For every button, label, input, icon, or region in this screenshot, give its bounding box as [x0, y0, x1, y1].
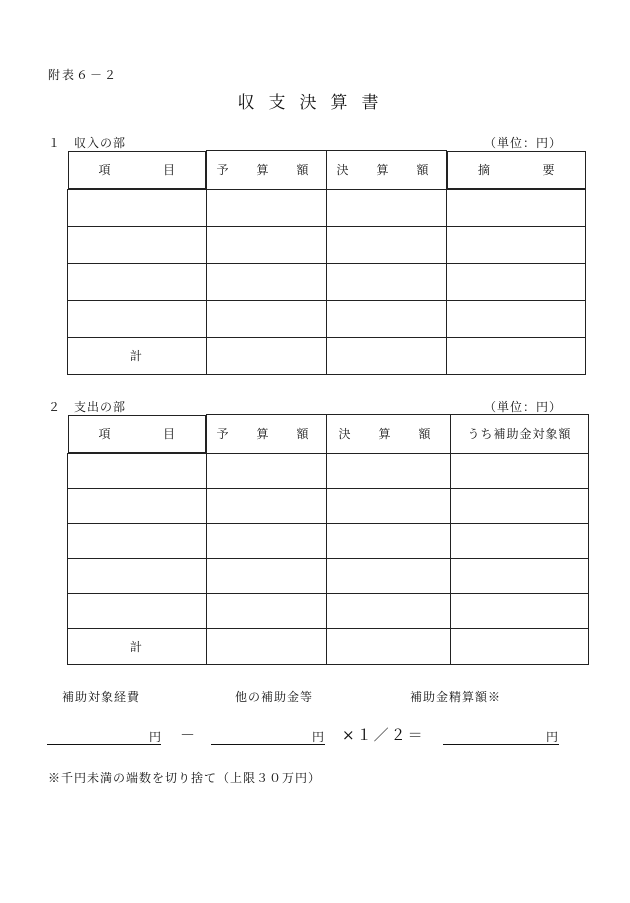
table-cell[interactable]	[207, 189, 327, 226]
table-row	[68, 453, 589, 488]
table-cell[interactable]	[207, 337, 327, 374]
table-row	[68, 189, 586, 226]
income-header-settled: 決 算 額	[327, 151, 447, 190]
expense-section-label: ２ 支出の部	[48, 400, 127, 414]
expense-header-subsidy-eligible: うち補助金対象額	[451, 415, 589, 454]
expense-header-settled: 決 算 額	[327, 415, 451, 454]
table-cell[interactable]	[207, 453, 327, 488]
expense-header-budget: 予 算 額	[207, 415, 327, 454]
yen-unit-2: 円	[312, 730, 325, 744]
table-cell[interactable]	[327, 628, 451, 664]
expense-total-row	[68, 628, 589, 664]
table-cell[interactable]	[447, 300, 586, 337]
table-row	[68, 593, 589, 628]
table-cell[interactable]	[68, 523, 207, 558]
table-cell[interactable]	[68, 488, 207, 523]
table-cell[interactable]	[68, 300, 207, 337]
table-row	[68, 523, 589, 558]
income-total-row	[68, 337, 586, 374]
table-cell[interactable]	[207, 628, 327, 664]
table-cell[interactable]	[451, 523, 589, 558]
settled-subsidy-field[interactable]	[443, 728, 559, 745]
expense-header-row	[68, 415, 589, 454]
page-title: 収支決算書	[237, 93, 393, 113]
table-row	[68, 488, 589, 523]
table-cell[interactable]	[447, 337, 586, 374]
multiplier-text: ×１／２＝	[342, 726, 425, 744]
table-row	[68, 226, 586, 263]
table-cell[interactable]	[207, 523, 327, 558]
table-cell[interactable]	[327, 300, 447, 337]
income-total-label: 計	[68, 337, 207, 374]
table-cell[interactable]	[327, 337, 447, 374]
yen-unit-3: 円	[546, 730, 559, 744]
expense-header-item: 項 目	[68, 415, 207, 453]
table-cell[interactable]	[327, 488, 451, 523]
income-header-item: 項 目	[68, 151, 207, 189]
income-header-budget: 予 算 額	[207, 151, 327, 190]
expense-unit-label: （単位：円）	[484, 400, 563, 414]
table-cell[interactable]	[207, 593, 327, 628]
table-cell[interactable]	[327, 189, 447, 226]
income-header-row	[68, 151, 586, 190]
minus-sign: －	[180, 726, 196, 744]
table-cell[interactable]	[207, 488, 327, 523]
table-row	[68, 558, 589, 593]
table-cell[interactable]	[447, 189, 586, 226]
table-cell[interactable]	[68, 263, 207, 300]
table-row	[68, 300, 586, 337]
expense-total-label: 計	[68, 628, 207, 664]
table-cell[interactable]	[327, 558, 451, 593]
table-cell[interactable]	[207, 226, 327, 263]
table-row	[68, 263, 586, 300]
label-other-subsidies: 他の補助金等	[235, 690, 314, 704]
income-header-summary: 摘 要	[447, 151, 586, 189]
table-cell[interactable]	[451, 593, 589, 628]
table-cell[interactable]	[68, 558, 207, 593]
table-cell[interactable]	[68, 453, 207, 488]
table-cell[interactable]	[327, 593, 451, 628]
eligible-expenses-field[interactable]	[47, 728, 161, 745]
table-cell[interactable]	[327, 523, 451, 558]
table-cell[interactable]	[68, 593, 207, 628]
label-settled-subsidy: 補助金精算額※	[410, 690, 502, 704]
table-cell[interactable]	[207, 300, 327, 337]
footnote: ※千円未満の端数を切り捨て（上限３０万円）	[48, 771, 322, 785]
label-eligible-expenses: 補助対象経費	[62, 690, 141, 704]
yen-unit-1: 円	[149, 730, 162, 744]
table-cell[interactable]	[451, 488, 589, 523]
table-cell[interactable]	[207, 263, 327, 300]
table-cell[interactable]	[327, 453, 451, 488]
other-subsidies-field[interactable]	[211, 728, 325, 745]
table-cell[interactable]	[68, 226, 207, 263]
income-unit-label: （単位：円）	[484, 136, 563, 150]
table-cell[interactable]	[451, 453, 589, 488]
table-cell[interactable]	[327, 263, 447, 300]
income-section-label: １ 収入の部	[48, 136, 127, 150]
table-cell[interactable]	[327, 226, 447, 263]
table-cell[interactable]	[451, 628, 589, 664]
income-table	[67, 150, 586, 375]
table-cell[interactable]	[447, 263, 586, 300]
table-cell[interactable]	[68, 189, 207, 226]
table-cell[interactable]	[451, 558, 589, 593]
form-id: 附表６－２	[48, 68, 119, 82]
expense-table	[67, 414, 589, 665]
table-cell[interactable]	[207, 558, 327, 593]
table-cell[interactable]	[447, 226, 586, 263]
